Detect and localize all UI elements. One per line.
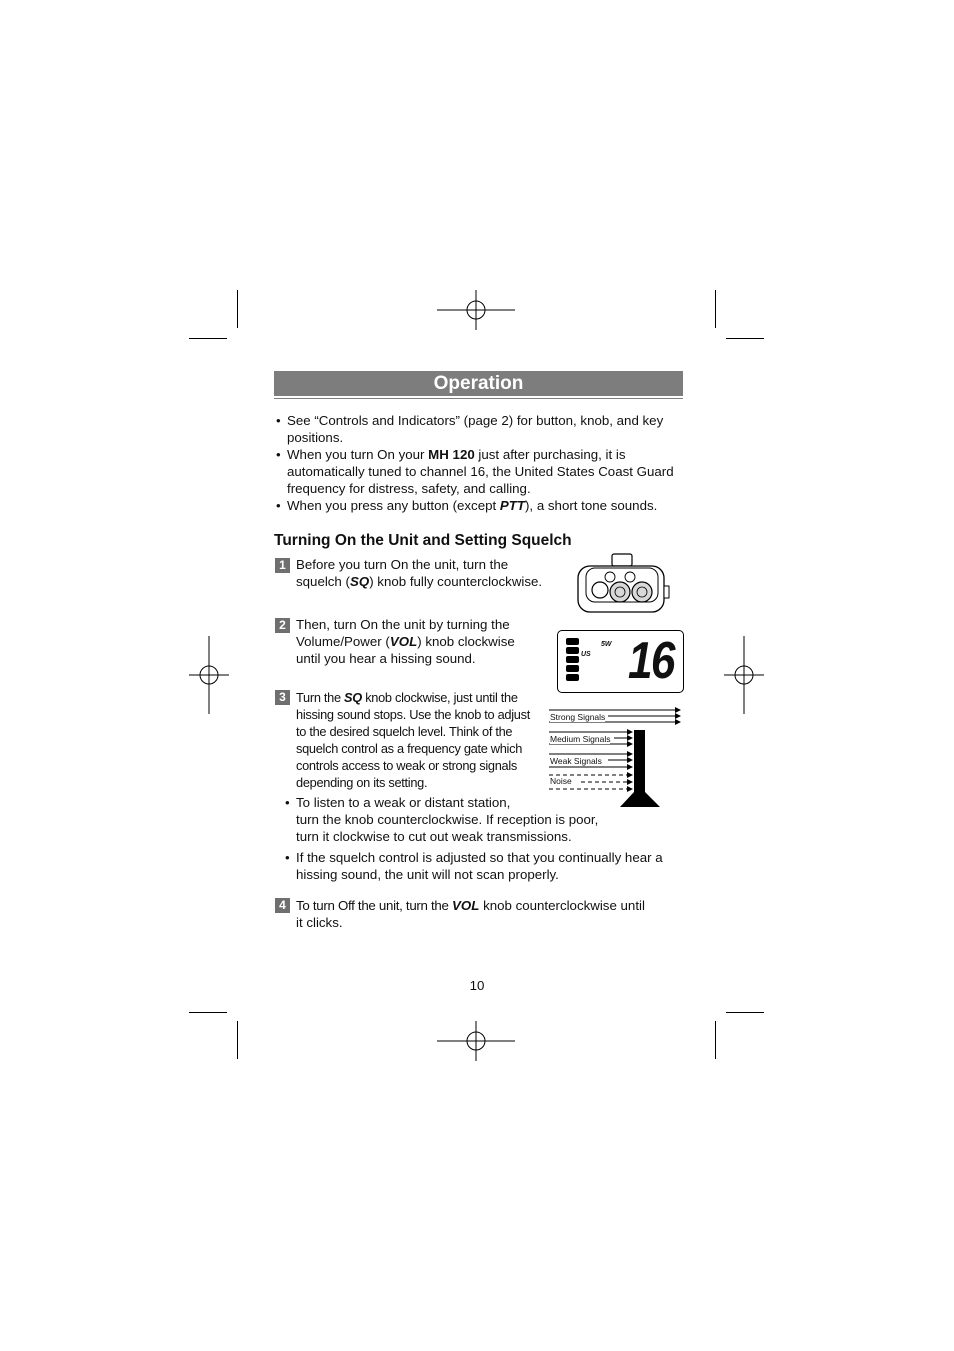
list-item: • See “Controls and Indicators” (page 2) for button, knob, and key positions. <box>276 412 686 446</box>
crop-mark <box>237 1021 238 1059</box>
step-text: To turn Off the unit, turn the VOL knob counterclockwise until it clicks. <box>296 898 645 930</box>
page-title: Operation <box>274 371 683 396</box>
crop-mark <box>726 1012 764 1013</box>
battery-icon <box>566 638 579 681</box>
step-text: Turn the SQ knob clockwise, just until the hissing sound stops. Use the knob to adjust to the desired squelch level. Think of the squelch control as a frequency gate which controls access to weak or strong signals depending on its setting. <box>296 690 530 790</box>
step-text: Before you turn On the unit, turn the squelch (SQ) knob fully counterclockwise. <box>296 557 543 589</box>
lcd-display <box>557 630 684 693</box>
section-heading: Turning On the Unit and Setting Squelch <box>274 532 572 549</box>
crop-mark <box>715 1021 716 1059</box>
list-item: • To listen to a weak or distant station, turn the knob counterclockwise. If reception is poor, turn it clockwise to cut out weak transmissions. <box>285 794 598 845</box>
step-number: 2 <box>275 618 290 633</box>
region-label: US <box>581 651 591 658</box>
label-weak-signals: Weak Signals <box>550 756 602 766</box>
crop-mark <box>726 338 764 339</box>
title-underline <box>274 398 683 399</box>
sub-bullet-list <box>285 794 598 845</box>
intro-bullet-list <box>276 412 686 514</box>
list-item: • If the squelch control is adjusted so that you continually hear a hissing sound, the unit will not scan properly. <box>285 849 663 883</box>
step-text: Then, turn On the unit by turning the Volume/Power (VOL) knob clockwise until you hear a hissing sound. <box>296 617 515 666</box>
key-name: PTT <box>499 498 525 513</box>
crop-mark <box>189 1012 227 1013</box>
registration-mark-right <box>724 636 764 714</box>
step-number: 1 <box>275 558 290 573</box>
power-label: 5W <box>601 641 612 648</box>
step-number: 4 <box>275 898 290 913</box>
step-number: 3 <box>275 690 290 705</box>
model-name: MH 120 <box>428 447 475 462</box>
sub-bullet-list <box>285 849 663 883</box>
radio-top-illustration <box>575 552 671 614</box>
list-item: • When you turn On your MH 120 just after purchasing, it is automatically tuned to channel 16, the United States Coast Guard frequency for distress, safety, and calling. <box>276 446 686 497</box>
registration-mark-top <box>437 290 517 330</box>
crop-mark <box>715 290 716 328</box>
label-medium-signals: Medium Signals <box>550 734 611 744</box>
registration-mark-left <box>189 636 229 714</box>
crop-mark <box>237 290 238 328</box>
page-number: 10 <box>469 978 485 993</box>
label-noise: Noise <box>550 776 572 786</box>
label-strong-signals: Strong Signals <box>550 712 606 722</box>
registration-mark-bottom <box>437 1021 517 1061</box>
list-item: • When you press any button (except PTT), a short tone sounds. <box>276 497 686 514</box>
crop-mark <box>189 338 227 339</box>
channel-number: 16 <box>628 632 674 690</box>
